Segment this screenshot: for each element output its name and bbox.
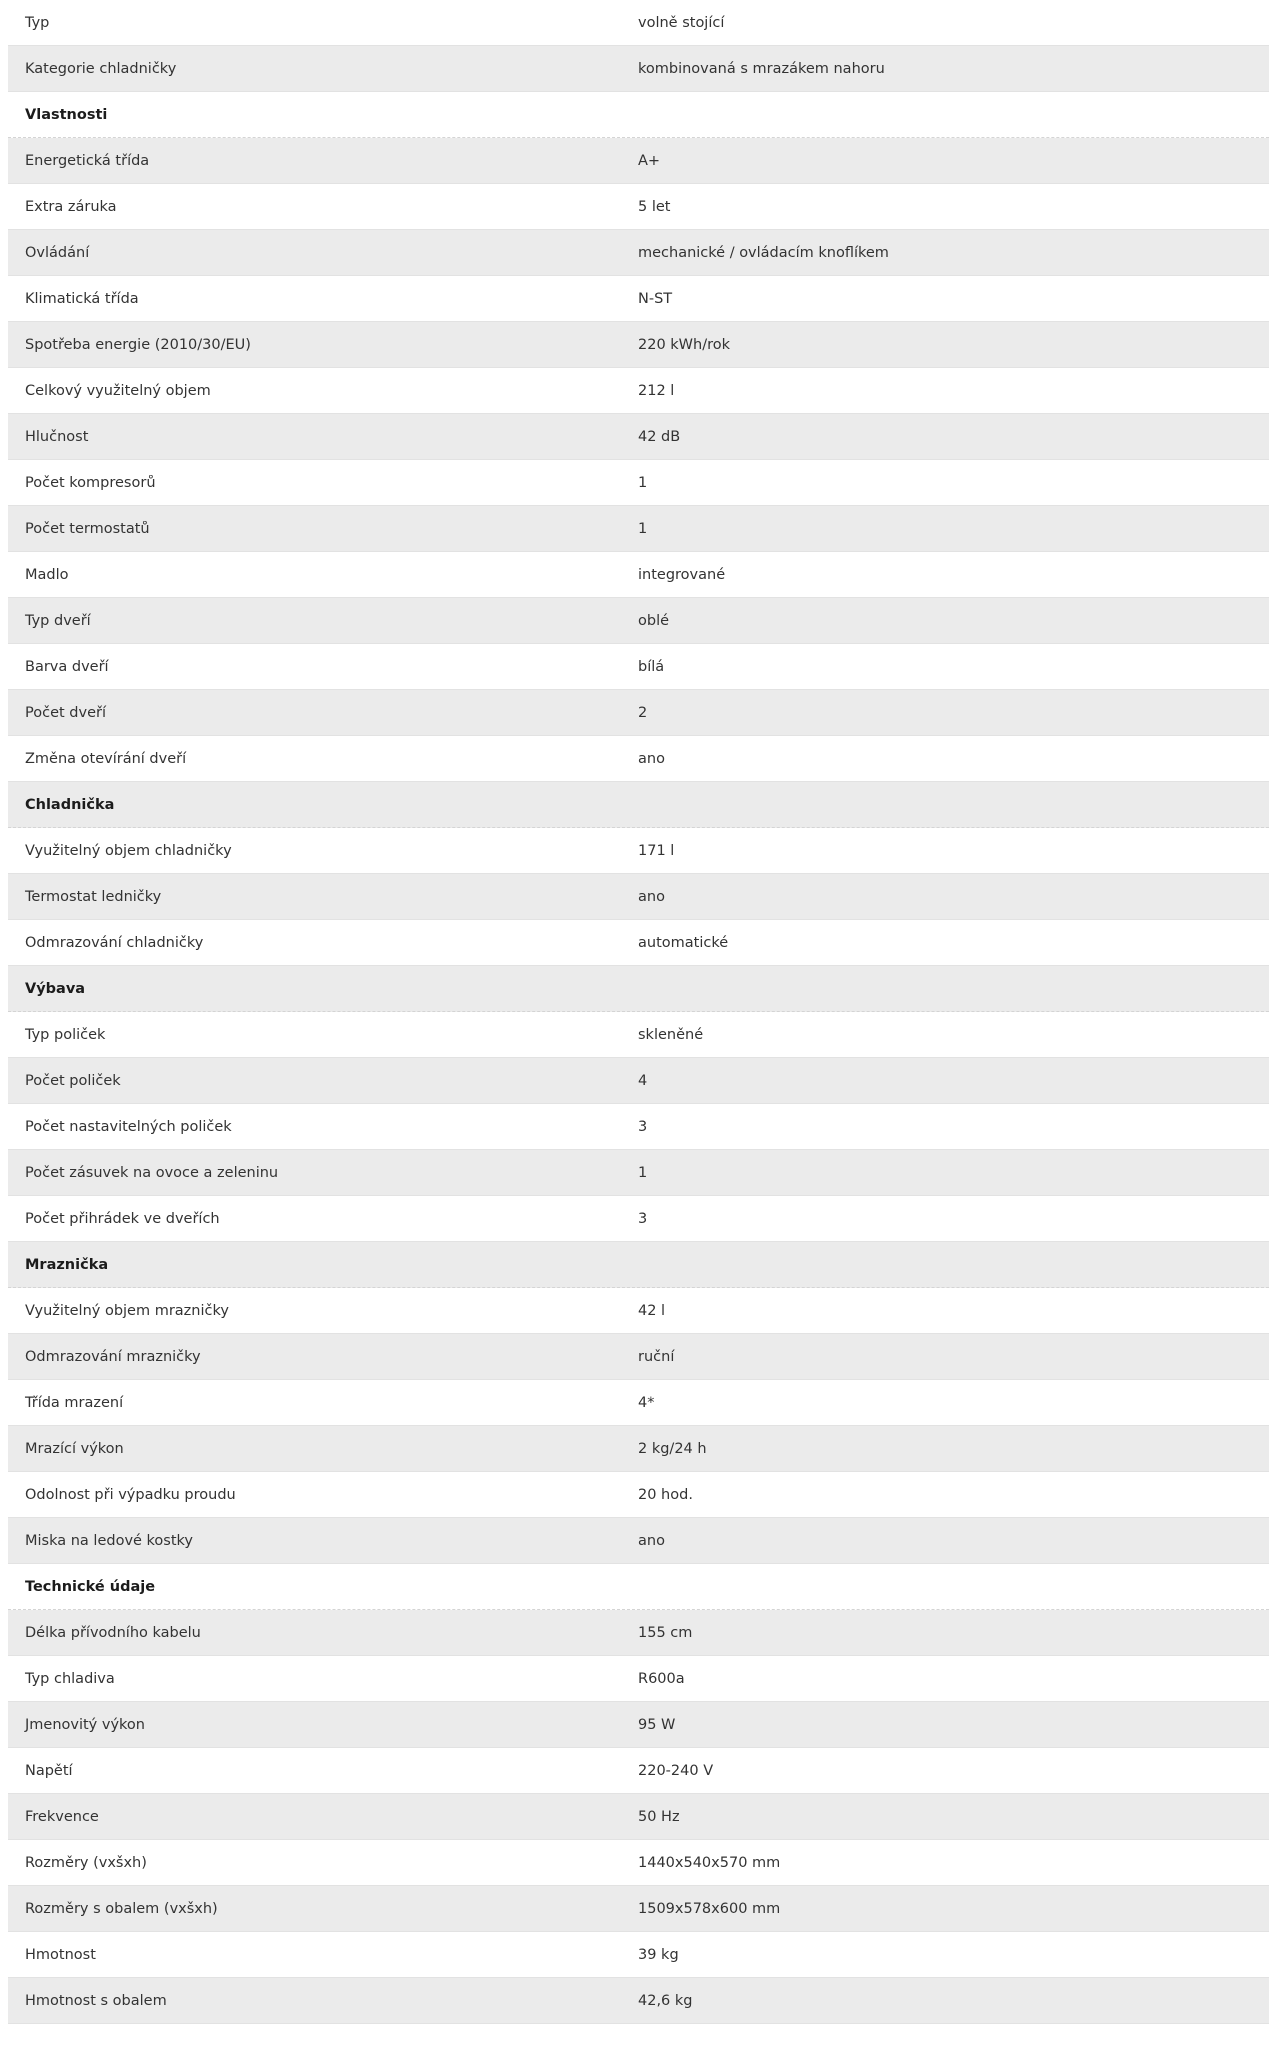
table-row [8,46,1269,92]
table-row [8,920,1269,966]
spec-label: Mrazící výkon [25,1440,124,1457]
spec-value: 42,6 kg [638,1992,693,2009]
spec-label: Frekvence [25,1808,99,1825]
spec-label: Typ chladiva [25,1670,115,1687]
section-title: Mraznička [25,1256,109,1273]
spec-label: Počet zásuvek na ovoce a zeleninu [25,1164,279,1181]
spec-value: ano [638,750,665,767]
table-row [8,138,1269,184]
spec-label: Rozměry s obalem (vxšxh) [25,1900,218,1917]
spec-value: volně stojící [638,14,725,31]
spec-label: Odolnost při výpadku proudu [25,1486,236,1503]
table-row [8,1978,1269,2024]
spec-label: Počet kompresorů [25,474,156,491]
table-row [8,1748,1269,1794]
table-row [8,1518,1269,1564]
spec-label: Počet nastavitelných poliček [25,1118,232,1135]
table-row [8,1288,1269,1334]
spec-value: 3 [638,1118,648,1135]
spec-label: Madlo [25,566,69,583]
table-row [8,598,1269,644]
section-title: Chladnička [25,796,115,813]
table-row [8,1426,1269,1472]
spec-value: 212 l [638,382,675,399]
table-row [8,736,1269,782]
spec-label: Miska na ledové kostky [25,1532,194,1549]
spec-label: Ovládání [25,244,90,261]
spec-value: 1 [638,474,648,491]
spec-label: Typ [25,14,50,31]
spec-value: bílá [638,658,665,675]
spec-label: Klimatická třída [25,290,139,307]
spec-value: 155 cm [638,1624,693,1641]
spec-value: skleněné [638,1026,704,1043]
section-title: Vlastnosti [25,106,108,123]
table-row [8,1840,1269,1886]
spec-value: N-ST [638,290,673,307]
section-header [8,1564,1269,1610]
spec-table [8,0,1269,2024]
spec-value: 2 [638,704,648,721]
table-row [8,1380,1269,1426]
spec-value: 39 kg [638,1946,679,1963]
section-header [8,1242,1269,1288]
spec-label: Počet termostatů [25,520,150,537]
spec-value: 20 hod. [638,1486,693,1503]
table-row [8,368,1269,414]
table-row [8,184,1269,230]
table-row [8,1886,1269,1932]
spec-label: Počet dveří [25,704,106,721]
section-header [8,92,1269,138]
spec-value: 4* [638,1394,655,1411]
spec-label: Rozměry (vxšxh) [25,1854,147,1871]
spec-value: 5 let [638,198,671,215]
spec-value: mechanické / ovládacím knoflíkem [638,244,889,261]
spec-label: Využitelný objem chladničky [25,842,232,859]
spec-value: integrované [638,566,726,583]
spec-value: 4 [638,1072,648,1089]
spec-label: Barva dveří [25,658,109,675]
table-row [8,1702,1269,1748]
section-header [8,782,1269,828]
spec-label: Změna otevírání dveří [25,750,187,767]
spec-value: R600a [638,1670,685,1687]
table-row [8,552,1269,598]
spec-value: A+ [638,152,661,169]
table-row [8,230,1269,276]
table-row [8,874,1269,920]
spec-value: 220 kWh/rok [638,336,731,353]
spec-label: Kategorie chladničky [25,60,177,77]
spec-label: Spotřeba energie (2010/30/EU) [25,336,251,353]
table-row [8,1150,1269,1196]
spec-value: kombinovaná s mrazákem nahoru [638,60,885,77]
spec-value: 3 [638,1210,648,1227]
section-title: Technické údaje [25,1578,156,1595]
spec-value: 1440x540x570 mm [638,1854,781,1871]
table-row [8,1794,1269,1840]
table-row [8,644,1269,690]
spec-label: Extra záruka [25,198,117,215]
spec-label: Energetická třída [25,152,150,169]
table-row [8,1012,1269,1058]
spec-value: ruční [638,1348,675,1365]
table-row [8,1610,1269,1656]
table-row [8,460,1269,506]
table-row [8,690,1269,736]
spec-value: 1 [638,520,648,537]
table-row [8,0,1269,46]
spec-label: Celkový využitelný objem [25,382,211,399]
spec-label: Termostat ledničky [25,888,162,905]
spec-value: oblé [638,612,670,629]
table-row [8,1196,1269,1242]
spec-label: Využitelný objem mrazničky [25,1302,229,1319]
spec-label: Hmotnost s obalem [25,1992,167,2009]
table-row [8,276,1269,322]
spec-value: 1 [638,1164,648,1181]
table-row [8,506,1269,552]
spec-label: Jmenovitý výkon [25,1716,145,1733]
spec-label: Odmrazování chladničky [25,934,204,951]
spec-value: ano [638,888,665,905]
spec-value: 50 Hz [638,1808,680,1825]
spec-label: Napětí [25,1762,73,1779]
spec-value: 2 kg/24 h [638,1440,707,1457]
table-row [8,1334,1269,1380]
spec-value: 171 l [638,842,675,859]
spec-value: ano [638,1532,665,1549]
table-row [8,828,1269,874]
spec-label: Délka přívodního kabelu [25,1624,201,1641]
spec-value: 42 l [638,1302,666,1319]
spec-label: Hmotnost [25,1946,96,1963]
table-row [8,1472,1269,1518]
table-row [8,1058,1269,1104]
section-header [8,966,1269,1012]
table-row [8,414,1269,460]
spec-label: Typ poliček [25,1026,106,1043]
section-title: Výbava [25,980,86,997]
spec-value: 42 dB [638,428,681,445]
table-row [8,1932,1269,1978]
spec-value: 220-240 V [638,1762,714,1779]
spec-label: Počet poliček [25,1072,121,1089]
spec-label: Odmrazování mrazničky [25,1348,201,1365]
table-row [8,1656,1269,1702]
spec-label: Počet přihrádek ve dveřích [25,1210,220,1227]
spec-value: 1509x578x600 mm [638,1900,781,1917]
spec-value: automatické [638,934,729,951]
table-row [8,1104,1269,1150]
spec-value: 95 W [638,1716,676,1733]
spec-label: Hlučnost [25,428,89,445]
spec-label: Typ dveří [25,612,91,629]
spec-label: Třída mrazení [25,1394,124,1411]
table-row [8,322,1269,368]
